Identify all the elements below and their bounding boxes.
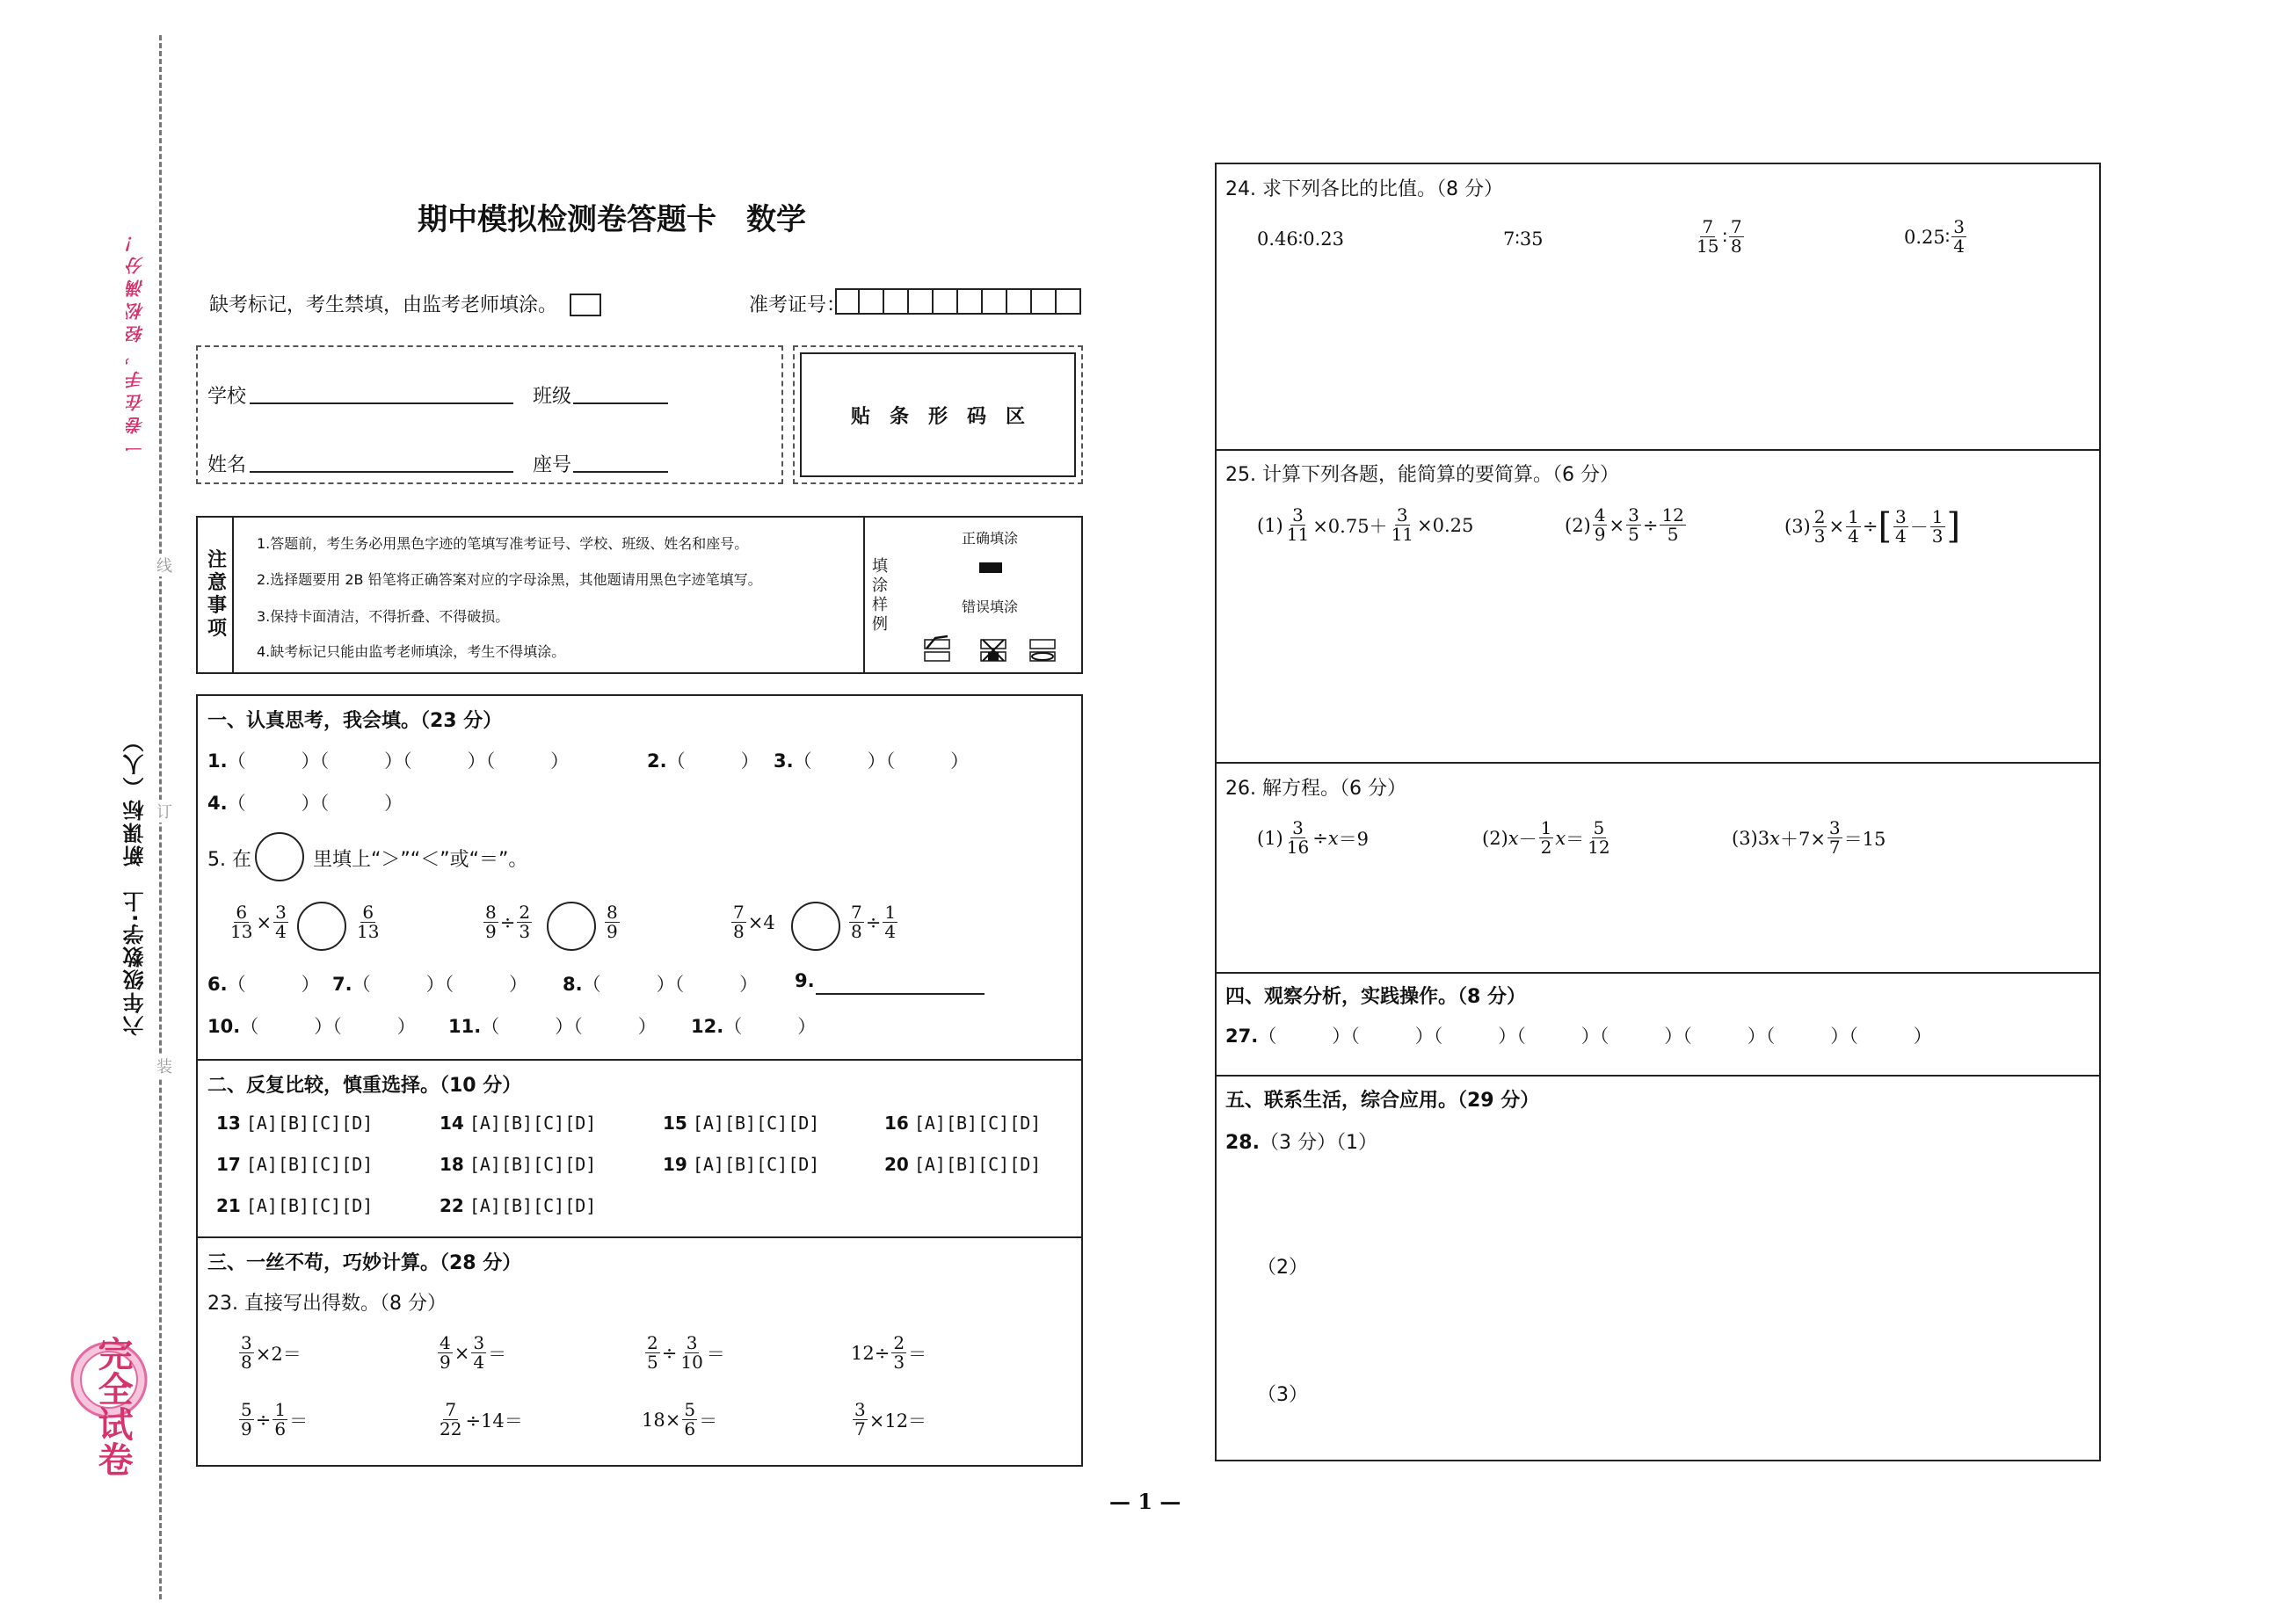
q23-expr-3: $\frac{2}{5}$ ÷ $\frac{3}{10}$ ＝	[647, 1332, 725, 1373]
q15-num: 15	[663, 1113, 687, 1134]
correct-fill-label: 正确填涂	[962, 530, 1019, 547]
q17-options[interactable]	[216, 1154, 373, 1175]
course-label: 六年级数学·上 新课标（人）	[123, 729, 148, 1037]
q14-options[interactable]	[440, 1113, 596, 1134]
q5-expr-2-right: $\frac{8}{9}$	[607, 902, 618, 942]
q1-blanks: 1.（ ）（ ）（ ）（ ）	[207, 750, 570, 772]
absent-note: 缺考标记，考生禁填，由监考老师填涂。	[209, 294, 558, 316]
q11-num: 11.	[448, 1016, 482, 1037]
q5-example-circle	[255, 832, 304, 881]
barcode-area	[800, 352, 1076, 477]
q20-abcd[interactable]: [A][B][C][D]	[913, 1154, 1042, 1175]
correct-fill-sample	[979, 562, 1002, 573]
q26-expr-1: (1) $\frac{3}{16}$ ÷ x ＝9	[1257, 817, 1370, 858]
class-field[interactable]	[573, 402, 668, 404]
seat-field[interactable]	[573, 471, 668, 473]
q10-blanks: 10.（ ）（ ）	[207, 1016, 416, 1037]
q19-num: 19	[663, 1154, 687, 1175]
name-field[interactable]	[250, 471, 513, 473]
q16-abcd[interactable]: [A][B][C][D]	[913, 1113, 1042, 1134]
q9-label	[795, 970, 815, 991]
q23-title: 23. 直接写出得数。（8 分）	[207, 1293, 447, 1315]
q24-expr-1: 0.46∶0.23	[1257, 228, 1344, 250]
q25-title: 25. 计算下列各题，能简算的要简算。（6 分）	[1225, 464, 1619, 486]
q5-prefix: 5. 在	[207, 849, 251, 871]
notice-item-3: 3.保持卡面清洁，不得折叠、不得破损。	[257, 608, 510, 625]
q3-num: 3.	[774, 750, 794, 772]
q23-expr-2: $\frac{4}{9}$ × $\frac{3}{4}$ ＝	[440, 1332, 507, 1373]
q24-expr-4: 0.25∶ $\frac{3}{4}$	[1904, 216, 1965, 257]
seat-label: 座号	[533, 454, 572, 476]
q21-abcd[interactable]: [A][B][C][D]	[245, 1195, 374, 1216]
absent-checkbox[interactable]	[570, 294, 601, 316]
notice-item-1: 1.答题前，考生务必用黑色字迹的笔填写准考证号、学校、班级、姓名和座号。	[257, 535, 749, 552]
q5-expr-3-right: $\frac{7}{8}$ ÷ $\frac{1}{4}$	[851, 902, 897, 942]
wrong-fill-samples	[923, 634, 1064, 668]
q3-blanks: 3.（ ）（ ）	[774, 750, 970, 772]
q22-abcd[interactable]: [A][B][C][D]	[469, 1195, 597, 1216]
notice-label: 注意事项	[207, 549, 228, 640]
q27-blanks: 27.（ ）（ ）（ ）（ ）（ ）（ ）（ ）（ ）	[1225, 1026, 1932, 1047]
q23-expr-7: 18× $\frac{5}{6}$ ＝	[642, 1399, 718, 1439]
q28-part-1: （3 分）（1）	[1259, 1132, 1377, 1154]
logo	[65, 1327, 153, 1476]
q5-answer-circle-2[interactable]	[547, 902, 596, 951]
page-title: 期中模拟检测卷答题卡 数学	[418, 202, 806, 237]
section-3-title: 三、一丝不苟，巧妙计算。（28 分）	[207, 1252, 522, 1274]
barcode-label: 贴 条 形 码 区	[850, 405, 1025, 428]
info-box	[196, 345, 783, 484]
q2-num: 2.	[647, 750, 667, 772]
q17-abcd[interactable]: [A][B][C][D]	[245, 1154, 374, 1175]
class-label: 班级	[533, 386, 572, 408]
q14-abcd[interactable]: [A][B][C][D]	[469, 1113, 597, 1134]
q28-part-3: （3）	[1257, 1384, 1308, 1406]
q24-expr-2: 7∶35	[1503, 228, 1544, 250]
q13-abcd[interactable]: [A][B][C][D]	[245, 1113, 374, 1134]
q12-num: 12.	[691, 1016, 724, 1037]
binding-mark-bottom: 装	[156, 1055, 172, 1077]
q16-options[interactable]	[884, 1113, 1041, 1134]
exam-id-boxes[interactable]	[835, 288, 1081, 315]
q5-instruction: 里填上“＞”“＜”或“＝”。	[313, 849, 528, 871]
q16-num: 16	[884, 1113, 909, 1134]
fill-example-label: 填涂样例	[872, 557, 888, 634]
section-4-title: 四、观察分析，实践操作。（8 分）	[1225, 986, 1526, 1008]
q2-blanks: 2.（ ）	[647, 750, 759, 772]
q26-expr-2: (2) x － $\frac{1}{2}$ x ＝ $\frac{5}{12}$	[1482, 817, 1610, 858]
q13-num: 13	[216, 1113, 241, 1134]
exam-id-label: 准考证号：	[749, 294, 847, 316]
q5-answer-circle-1[interactable]	[297, 902, 346, 951]
q25-expr-3: (3) $\frac{2}{3}$ × $\frac{1}{4}$ ÷ [ $\frac{3}{4}$ － $\frac{1}{3}$ ]	[1784, 505, 1961, 547]
binding-mark-mid: 订	[156, 800, 172, 823]
q28-num: 28.	[1225, 1132, 1260, 1154]
q9-field[interactable]	[816, 993, 985, 995]
q8-num: 8.	[563, 974, 583, 995]
q24-title: 24. 求下列各比的比值。（8 分）	[1225, 178, 1503, 200]
q11-blanks: 11.（ ）（ ）	[448, 1016, 657, 1037]
q25-expr-2: (2) $\frac{4}{9}$ × $\frac{3}{5}$ ÷ $\frac{12}{5}$	[1565, 504, 1684, 545]
q1-num: 1.	[207, 750, 228, 772]
notice-item-4: 4.缺考标记只能由监考老师填涂，考生不得填涂。	[257, 643, 566, 660]
slogan: 一卷在手，轻松满分！	[126, 228, 147, 457]
q25-expr-1: (1) $\frac{3}{11}$ ×0.75＋ $\frac{3}{11}$ ×0.25	[1257, 504, 1474, 545]
q12-blanks: 12.（ ）	[691, 1016, 817, 1037]
q5-expr-3: $\frac{7}{8}$ ×4	[733, 902, 775, 942]
q18-options[interactable]	[440, 1154, 596, 1175]
q26-title: 26. 解方程。（6 分）	[1225, 778, 1406, 800]
q8-blanks: 8.（ ）（ ）	[563, 974, 759, 995]
q24-expr-3: $\frac{7}{15}$ ∶ $\frac{7}{8}$	[1697, 216, 1742, 257]
logo-text: 完全试卷	[92, 1336, 133, 1476]
q10-num: 10.	[207, 1016, 241, 1037]
q28-label	[1225, 1127, 1377, 1155]
school-field[interactable]	[250, 402, 513, 404]
q23-expr-4: 12÷ $\frac{2}{3}$ ＝	[851, 1332, 927, 1373]
q4-blanks: 4.（ ）（ ）	[207, 793, 403, 814]
binding-mark-top: 线	[156, 554, 172, 576]
q23-expr-1: $\frac{3}{8}$ ×2＝	[241, 1332, 302, 1373]
q23-expr-8: $\frac{3}{7}$ ×12＝	[854, 1399, 927, 1439]
q22-num: 22	[440, 1195, 464, 1216]
right-page-box	[1215, 163, 2101, 1461]
name-label: 姓名	[207, 454, 247, 476]
q22-options[interactable]	[440, 1195, 596, 1216]
notice-item-2: 2.选择题要用 2B 铅笔将正确答案对应的字母涂黑，其他题请用黑色字迹笔填写。	[257, 571, 762, 588]
q14-num: 14	[440, 1113, 464, 1134]
q19-options[interactable]	[663, 1154, 819, 1175]
q23-expr-6: $\frac{7}{22}$ ÷14＝	[440, 1399, 523, 1439]
q20-num: 20	[884, 1154, 909, 1175]
q21-options[interactable]	[216, 1195, 373, 1216]
q28-part-2: （2）	[1257, 1257, 1308, 1279]
q27-num: 27.	[1225, 1026, 1259, 1047]
q9-num: 9.	[795, 970, 815, 991]
wrong-fill-label: 错误填涂	[962, 598, 1019, 615]
q23-expr-5: $\frac{5}{9}$ ÷ $\frac{1}{6}$ ＝	[241, 1399, 309, 1439]
q5-expr-2: $\frac{8}{9}$ ÷ $\frac{2}{3}$	[485, 902, 531, 942]
q5-expr-1-right: $\frac{6}{13}$	[357, 902, 380, 942]
q18-abcd[interactable]: [A][B][C][D]	[469, 1154, 597, 1175]
q7-num: 7.	[332, 974, 352, 995]
page-number: — 1 —	[1109, 1489, 1181, 1514]
q20-options[interactable]	[884, 1154, 1041, 1175]
q7-blanks: 7.（ ）（ ）	[332, 974, 528, 995]
q6-blanks: 6.（ ）	[207, 974, 320, 995]
q26-expr-3: (3)3 x ＋7× $\frac{3}{7}$ ＝15	[1732, 817, 1886, 858]
q5-answer-circle-3[interactable]	[791, 902, 840, 951]
q5-expr-1: $\frac{6}{13}$ × $\frac{3}{4}$	[230, 902, 287, 942]
section-5-title: 五、联系生活，综合应用。（29 分）	[1225, 1090, 1540, 1112]
section-2-title: 二、反复比较，慎重选择。（10 分）	[207, 1075, 522, 1097]
q15-options[interactable]	[663, 1113, 819, 1134]
q21-num: 21	[216, 1195, 241, 1216]
q17-num: 17	[216, 1154, 241, 1175]
section-1-title: 一、认真思考，我会填。（23 分）	[207, 710, 503, 732]
q6-num: 6.	[207, 974, 228, 995]
q13-options[interactable]	[216, 1113, 373, 1134]
q4-num: 4.	[207, 793, 228, 814]
school-label: 学校	[207, 386, 247, 408]
q15-abcd[interactable]: [A][B][C][D]	[692, 1113, 820, 1134]
q18-num: 18	[440, 1154, 464, 1175]
q19-abcd[interactable]: [A][B][C][D]	[692, 1154, 820, 1175]
